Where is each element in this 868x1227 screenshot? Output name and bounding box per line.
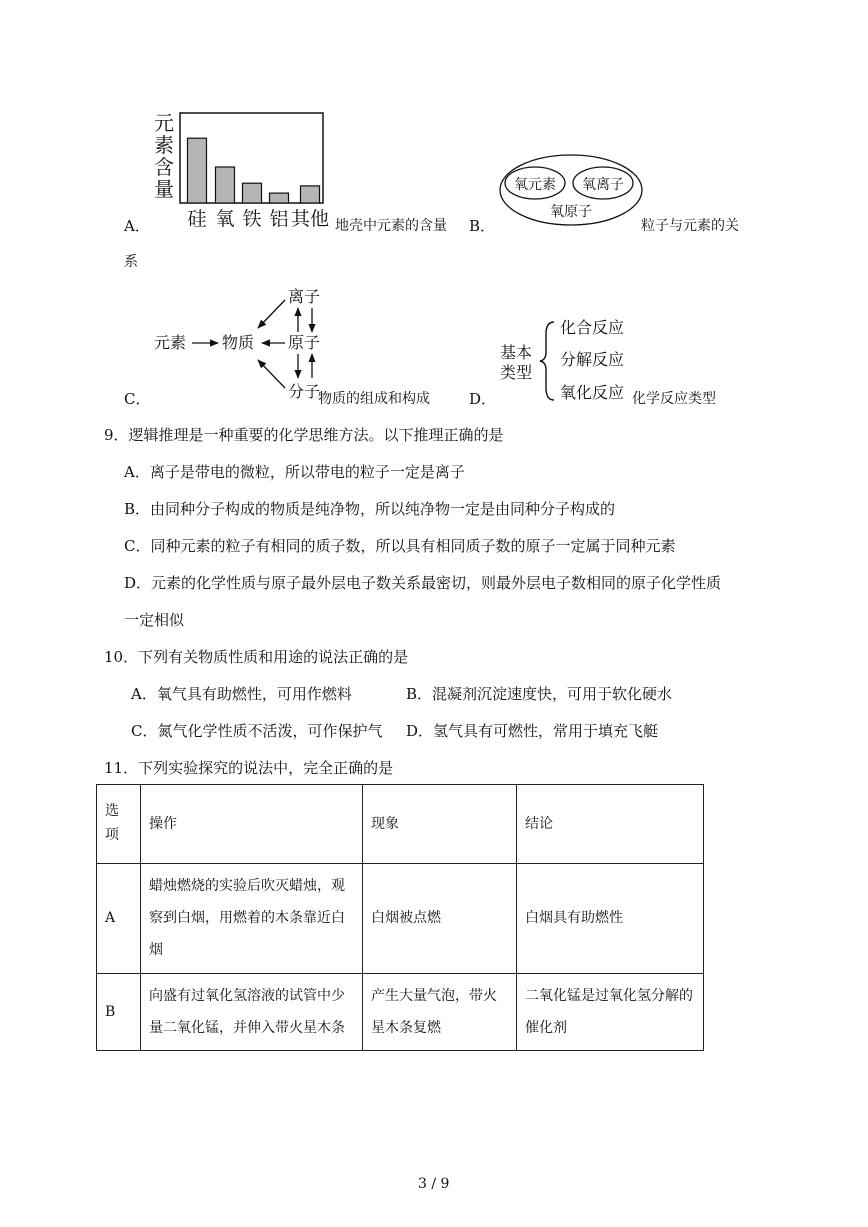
header-operation: 操作 <box>141 785 363 864</box>
oxygen-atom-label: 氧原子 <box>550 204 592 220</box>
table-header-row <box>97 785 704 864</box>
row-b-phenomenon: 产生大量气泡，带火星木条复燃 <box>363 973 517 1050</box>
bar-aluminium <box>270 193 289 203</box>
q9-option-b: B．由同种分子构成的物质是纯净物，所以纯净物一定是由同种分子构成的 <box>124 500 616 518</box>
row-a-option: A <box>97 864 141 974</box>
decomposition-reaction: 分解反应 <box>560 350 625 369</box>
table-row <box>97 973 704 1050</box>
option-b-caption-continued: 系 <box>124 254 138 270</box>
q10-option-d: D．氢气具有可燃性，常用于填充飞艇 <box>406 722 659 740</box>
element-node: 元素 <box>154 333 187 352</box>
molecule-to-substance-arrow <box>258 360 285 388</box>
x-label-silicon: 硅 <box>187 208 207 230</box>
bar-silicon <box>188 138 207 203</box>
q9-option-d-continued: 一定相似 <box>124 611 185 629</box>
q10-option-a: A．氧气具有助燃性，可用作燃料 <box>131 685 352 703</box>
y-axis-char-3: 含 <box>154 155 174 179</box>
basic-label-line2: 类型 <box>500 363 533 382</box>
option-c-caption: 物质的组成和构成 <box>318 391 430 407</box>
oxidation-reaction: 氧化反应 <box>560 383 625 402</box>
row-b-conclusion: 二氧化锰是过氧化氢分解的催化剂 <box>517 973 704 1050</box>
x-label-oxygen: 氧 <box>215 208 235 230</box>
row-a-conclusion: 白烟具有助燃性 <box>517 864 704 974</box>
option-b-caption: 粒子与元素的关 <box>641 218 739 234</box>
q9-option-d: D．元素的化学性质与原子最外层电子数关系最密切，则最外层电子数相同的原子化学性质 <box>124 574 722 592</box>
molecule-node: 分子 <box>288 382 321 401</box>
option-d-caption: 化学反应类型 <box>632 391 716 407</box>
experiment-table <box>96 784 704 1051</box>
particle-element-venn-diagram <box>496 152 648 232</box>
bar-other <box>301 186 320 203</box>
x-label-iron: 铁 <box>242 208 262 230</box>
x-label-aluminium: 铝 <box>269 208 289 230</box>
combination-reaction: 化合反应 <box>560 318 625 337</box>
table-row <box>97 864 704 974</box>
q9-option-a: A．离子是带电的微粒，所以带电的粒子一定是离子 <box>124 463 465 481</box>
option-b-letter: B． <box>469 217 496 235</box>
q9-stem: 9．逻辑推理是一种重要的化学思维方法。以下推理正确的是 <box>104 426 504 444</box>
oxygen-ion-label: 氧离子 <box>582 177 624 193</box>
oxygen-element-label: 氧元素 <box>514 177 556 193</box>
option-d-letter: D． <box>469 390 497 408</box>
row-b-option: B <box>97 973 141 1050</box>
q10-option-c: C．氮气化学性质不活泼，可作保护气 <box>131 722 383 740</box>
row-b-operation: 向盛有过氧化氢溶液的试管中少量二氧化锰，并伸入带火星木条 <box>141 973 363 1050</box>
ion-to-substance-arrow <box>258 300 285 328</box>
row-a-phenomenon: 白烟被点燃 <box>363 864 517 974</box>
option-a-letter: A． <box>124 217 150 235</box>
x-label-other: 其他 <box>290 208 330 230</box>
crust-element-bar-chart <box>150 108 340 233</box>
header-conclusion: 结论 <box>517 785 704 864</box>
brace <box>540 322 554 400</box>
atom-node: 原子 <box>288 333 321 352</box>
page-number: 3 / 9 <box>418 1176 450 1192</box>
q10-option-b: B．混凝剂沉淀速度快，可用于软化硬水 <box>406 685 673 703</box>
basic-label-line1: 基本 <box>500 343 533 362</box>
option-a-caption: 地壳中元素的含量 <box>335 218 447 234</box>
y-axis-char-1: 元 <box>154 111 174 135</box>
q11-stem: 11．下列实验探究的说法中，完全正确的是 <box>104 759 394 777</box>
ion-node: 离子 <box>288 287 321 306</box>
q9-option-c: C．同种元素的粒子有相同的质子数，所以具有相同质子数的原子一定属于同种元素 <box>124 537 676 555</box>
bar-iron <box>243 183 262 203</box>
header-option: 选项 <box>97 785 141 864</box>
substance-node: 物质 <box>222 333 255 352</box>
reaction-types-brace-diagram <box>496 312 636 410</box>
option-c-letter: C． <box>124 390 151 408</box>
q10-stem: 10．下列有关物质性质和用途的说法正确的是 <box>104 648 409 666</box>
y-axis-char-2: 素 <box>154 133 174 157</box>
y-axis-char-4: 量 <box>154 177 174 201</box>
header-phenomenon: 现象 <box>363 785 517 864</box>
row-a-operation: 蜡烛燃烧的实验后吹灭蜡烛，观察到白烟，用燃着的木条靠近白烟 <box>141 864 363 974</box>
bar-oxygen <box>216 167 235 203</box>
